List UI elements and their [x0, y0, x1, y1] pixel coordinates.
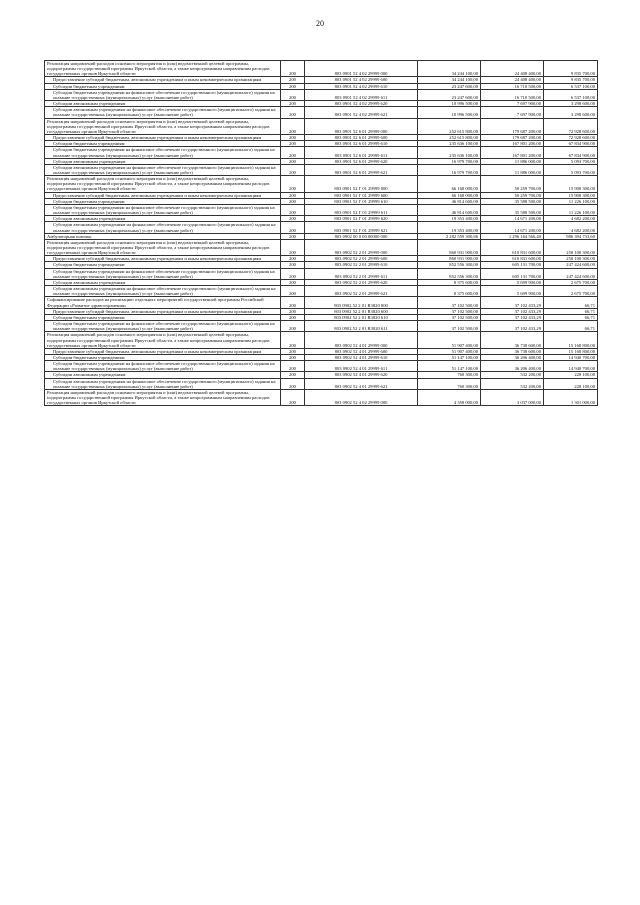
row-unexecuted-amount: 15 908 300,00 — [544, 176, 598, 192]
row-kvr: 200 — [281, 239, 305, 255]
row-budget-code: 803 0902 52 2 01 29999 610 — [305, 262, 418, 268]
row-name: Субсидии бюджетным учреждениям — [45, 141, 281, 147]
row-name: Амбулаторная помощь — [45, 233, 281, 239]
row-approved-amount: 2 282 559 300,86 — [418, 233, 481, 239]
row-executed-amount: 24 408 400,00 — [481, 77, 544, 83]
row-executed-amount: 36 206 400,00 — [481, 354, 544, 360]
row-name: Реализация направлений расходов основного мероприятия и (или) ведомственной целевой программы, подпрограммы государственной программы Иркутской области, а также непрограммным направлениям расходов государственных органов Иркутской области — [45, 389, 281, 405]
row-budget-code: 803 0901 52 4 02 29999 610 — [305, 83, 418, 89]
row-executed-amount: 605 131 700,00 — [481, 262, 544, 268]
row-kvr: 200 — [281, 279, 305, 285]
row-executed-amount: 179 687 200,00 — [481, 118, 544, 134]
row-executed-amount: 167 801 200,00 — [481, 147, 544, 158]
row-name: Реализация направлений расходов основного мероприятия и (или) ведомственной целевой программы, подпрограммы государственной программы Иркутской области, а также непрограммным направлениям расходов государственных органов Иркутской области — [45, 61, 281, 77]
row-approved-amount: 23 247 600,00 — [418, 83, 481, 89]
row-executed-amount: 7 697 900,00 — [481, 101, 544, 107]
row-unexecuted-amount: 67 834 900,00 — [544, 141, 598, 147]
row-unexecuted-amount: 250 100 300,00 — [544, 239, 598, 255]
row-budget-code: 803 0901 52 4 02 29999 611 — [305, 89, 418, 100]
row-executed-amount: 11 886 000,00 — [481, 158, 544, 164]
row-budget-code: 803 0901 52 6 01 29999 600 — [305, 135, 418, 141]
row-name: Субсидии бюджетным учреждениям — [45, 198, 281, 204]
row-unexecuted-amount: 4 682 200,00 — [544, 222, 598, 233]
row-unexecuted-amount: 9 835 700,00 — [544, 77, 598, 83]
row-budget-code: 803 0902 52 4 01 29999 610 — [305, 354, 418, 360]
row-approved-amount: 852 556 300,00 — [418, 268, 481, 279]
row-unexecuted-amount: 5 093 700,00 — [544, 164, 598, 175]
row-approved-amount: 51 907 400,00 — [418, 332, 481, 348]
row-budget-code: 803 0901 52 4 02 29999 000 — [305, 61, 418, 77]
row-executed-amount: 37 102 433,29 — [481, 321, 544, 332]
row-budget-code: 803 0901 52 4 02 29999 620 — [305, 101, 418, 107]
row-unexecuted-amount: 2 675 700,00 — [544, 286, 598, 297]
row-budget-code: 803 0901 52 6 01 29999 000 — [305, 118, 418, 134]
row-kvr: 200 — [281, 378, 305, 389]
row-approved-amount: 16 979 700,00 — [418, 164, 481, 175]
row-unexecuted-amount: 5 093 700,00 — [544, 158, 598, 164]
table-row — [45, 239, 598, 255]
row-unexecuted-amount: 6 537 100,00 — [544, 83, 598, 89]
row-approved-amount: 8 375 600,00 — [418, 286, 481, 297]
row-executed-amount: 16 710 500,00 — [481, 89, 544, 100]
row-name: Субсидии автономным учреждениям — [45, 372, 281, 378]
row-approved-amount: 51 907 400,00 — [418, 348, 481, 354]
row-name: Субсидии автономным учреждениям на финансовое обеспечение государственного (муниципального) задания на оказание государственных (муниципальных) услуг (выполнение работ) — [45, 378, 281, 389]
row-budget-code: 803 0902 52 4 01 29999 621 — [305, 378, 418, 389]
row-name: Предоставление субсидий бюджетным, автономным учреждениям и иным некоммерческим организациям — [45, 192, 281, 198]
row-name: Реализация направлений расходов основного мероприятия и (или) ведомственной целевой программы, подпрограммы государственной программы Иркутской области, а также непрограммным направлениям расходов государственных органов Иркутской области — [45, 118, 281, 134]
row-budget-code: 803 0902 52 2 01 29999 600 — [305, 256, 418, 262]
row-approved-amount: 760 300,00 — [418, 378, 481, 389]
row-kvr: 200 — [281, 164, 305, 175]
row-unexecuted-amount: 14 940 700,00 — [544, 354, 598, 360]
row-unexecuted-amount: 66,71 — [544, 297, 598, 308]
row-name: Субсидии бюджетным учреждениям на финансовое обеспечение государственного (муниципального) задания на оказание государственных (муниципальных) услуг (выполнение работ) — [45, 361, 281, 372]
row-name: Субсидии автономным учреждениям — [45, 158, 281, 164]
table-row — [45, 389, 598, 405]
row-budget-code: 803 0901 52 Г 01 29999 611 — [305, 204, 418, 215]
row-kvr: 200 — [281, 147, 305, 158]
row-executed-amount: 610 831 600,00 — [481, 256, 544, 262]
row-budget-code: 803 0902 52 2 01 R3820 000 — [305, 297, 418, 308]
row-kvr: 200 — [281, 89, 305, 100]
row-approved-amount: 252 615 800,00 — [418, 118, 481, 134]
page-number: 20 — [316, 19, 324, 28]
row-budget-code: 803 0902 52 2 01 29999 000 — [305, 239, 418, 255]
row-name: Субсидии бюджетным учреждениям — [45, 262, 281, 268]
row-kvr: 200 — [281, 233, 305, 239]
row-kvr: 200 — [281, 77, 305, 83]
table-row — [45, 378, 598, 389]
row-approved-amount: 760 300,00 — [418, 372, 481, 378]
row-approved-amount: 860 931 900,00 — [418, 256, 481, 262]
row-approved-amount: 37 102 500,00 — [418, 297, 481, 308]
row-approved-amount: 252 615 800,00 — [418, 135, 481, 141]
row-budget-code: 803 0902 52 2 01 29999 611 — [305, 268, 418, 279]
row-budget-code: 803 0902 52 2 01 R3820 611 — [305, 321, 418, 332]
table-row — [45, 204, 598, 215]
row-budget-code: 803 0901 52 6 01 29999 611 — [305, 147, 418, 158]
row-unexecuted-amount: 67 834 900,00 — [544, 147, 598, 158]
row-unexecuted-amount: 66,71 — [544, 308, 598, 314]
row-unexecuted-amount: 15 908 300,00 — [544, 192, 598, 198]
row-approved-amount: 19 353 400,00 — [418, 216, 481, 222]
row-kvr: 200 — [281, 107, 305, 118]
row-approved-amount: 852 556 300,00 — [418, 262, 481, 268]
row-name: Предоставление субсидий бюджетным, автономным учреждениям и иным некоммерческим организациям — [45, 135, 281, 141]
row-kvr: 200 — [281, 361, 305, 372]
row-executed-amount: 532 200,00 — [481, 378, 544, 389]
row-approved-amount: 51 147 100,00 — [418, 354, 481, 360]
row-kvr: 200 — [281, 268, 305, 279]
table-row — [45, 321, 598, 332]
row-approved-amount: 19 353 400,00 — [418, 222, 481, 233]
row-name: Предоставление субсидий бюджетным, автономным учреждениям и иным некоммерческим организациям — [45, 77, 281, 83]
table-row — [45, 89, 598, 100]
budget-execution-table — [44, 60, 598, 406]
row-unexecuted-amount: 250 100 300,00 — [544, 256, 598, 262]
row-budget-code: 803 0901 52 Г 01 29999 610 — [305, 198, 418, 204]
row-unexecuted-amount: 6 537 100,00 — [544, 89, 598, 100]
row-name: Предоставление субсидий бюджетным, автономным учреждениям и иным некоммерческим организациям — [45, 348, 281, 354]
row-budget-code: 803 0902 52 4 01 29999 600 — [305, 348, 418, 354]
row-approved-amount: 10 996 500,00 — [418, 107, 481, 118]
row-executed-amount: 36 206 400,00 — [481, 361, 544, 372]
row-budget-code: 803 0901 52 Г 01 29999 000 — [305, 176, 418, 192]
table-row — [45, 361, 598, 372]
row-budget-code: 803 0902 52 4 01 29999 620 — [305, 372, 418, 378]
row-name: Предоставление субсидий бюджетным, автономным учреждениям и иным некоммерческим организациям — [45, 308, 281, 314]
row-unexecuted-amount: 9 835 700,00 — [544, 61, 598, 77]
row-approved-amount: 66 168 000,00 — [418, 192, 481, 198]
row-approved-amount: 235 636 100,00 — [418, 147, 481, 158]
row-budget-code: 803 0901 52 6 01 29999 621 — [305, 164, 418, 175]
row-kvr: 200 — [281, 354, 305, 360]
table-body — [45, 61, 598, 406]
row-name: Субсидии бюджетным учреждениям на финансовое обеспечение государственного (муниципального) задания на оказание государственных (муниципальных) услуг (выполнение работ) — [45, 89, 281, 100]
row-kvr: 200 — [281, 158, 305, 164]
row-executed-amount: 36 738 600,00 — [481, 348, 544, 354]
row-name: Субсидии автономным учреждениям на финансовое обеспечение государственного (муниципального) задания на оказание государственных (муниципальных) услуг (выполнение работ) — [45, 286, 281, 297]
row-executed-amount: 35 588 500,00 — [481, 204, 544, 215]
row-approved-amount: 46 814 600,00 — [418, 198, 481, 204]
row-name: Субсидии автономным учреждениям на финансовое обеспечение государственного (муниципального) задания на оказание государственных (муниципальных) услуг (выполнение работ) — [45, 107, 281, 118]
row-executed-amount: 16 710 500,00 — [481, 83, 544, 89]
table-row — [45, 147, 598, 158]
row-kvr: 200 — [281, 308, 305, 314]
row-kvr: 200 — [281, 198, 305, 204]
row-kvr: 200 — [281, 118, 305, 134]
row-kvr: 200 — [281, 83, 305, 89]
row-unexecuted-amount: 247 424 600,00 — [544, 268, 598, 279]
row-name: Субсидии автономным учреждениям — [45, 101, 281, 107]
row-unexecuted-amount: 66,71 — [544, 314, 598, 320]
row-unexecuted-amount: 72 928 600,00 — [544, 118, 598, 134]
row-unexecuted-amount: 72 928 600,00 — [544, 135, 598, 141]
row-approved-amount: 34 244 100,00 — [418, 61, 481, 77]
row-unexecuted-amount: 3 298 600,00 — [544, 107, 598, 118]
row-executed-amount: 35 588 500,00 — [481, 198, 544, 204]
row-kvr: 200 — [281, 286, 305, 297]
row-unexecuted-amount: 1 301 000,00 — [544, 389, 598, 405]
row-budget-code: 803 0902 52 2 01 29999 621 — [305, 286, 418, 297]
row-kvr: 200 — [281, 141, 305, 147]
row-unexecuted-amount: 228 100,00 — [544, 372, 598, 378]
table-row — [45, 297, 598, 308]
row-budget-code: 803 0901 52 Г 01 29999 600 — [305, 192, 418, 198]
row-unexecuted-amount: 986 394 733,60 — [544, 233, 598, 239]
row-approved-amount: 235 636 100,00 — [418, 141, 481, 147]
row-name: Субсидии бюджетным учреждениям на финансовое обеспечение государственного (муниципального) задания на оказание государственных (муниципальных) услуг (выполнение работ) — [45, 268, 281, 279]
row-executed-amount: 11 886 000,00 — [481, 164, 544, 175]
row-kvr: 200 — [281, 262, 305, 268]
row-name: Реализация направлений расходов основного мероприятия и (или) ведомственной целевой программы, подпрограммы государственной программы Иркутской области, а также непрограммным направлениям расходов государственных органов Иркутской области — [45, 239, 281, 255]
row-budget-code: 803 0902 52 2 01 29999 620 — [305, 279, 418, 285]
row-name: Субсидии бюджетным учреждениям на финансовое обеспечение государственного (муниципального) задания на оказание государственных (муниципальных) услуг (выполнение работ) — [45, 147, 281, 158]
table-row — [45, 118, 598, 134]
row-approved-amount: 23 247 600,00 — [418, 89, 481, 100]
row-executed-amount: 14 671 200,00 — [481, 222, 544, 233]
table-row — [45, 332, 598, 348]
table-row — [45, 268, 598, 279]
row-budget-code: 803 0902 52 2 01 R3820 610 — [305, 314, 418, 320]
row-executed-amount: 5 699 900,00 — [481, 286, 544, 297]
row-unexecuted-amount: 4 682 200,00 — [544, 216, 598, 222]
row-kvr: 200 — [281, 332, 305, 348]
row-kvr: 200 — [281, 297, 305, 308]
row-budget-code: 803 0901 52 Г 01 29999 620 — [305, 216, 418, 222]
row-name: Реализация направлений расходов основного мероприятия и (или) ведомственной целевой программы, подпрограммы государственной программы Иркутской области, а также непрограммным направлениям расходов государственных органов Иркутской области — [45, 332, 281, 348]
row-approved-amount: 37 102 500,00 — [418, 308, 481, 314]
row-budget-code: 803 0902 52 4 02 29999 000 — [305, 389, 418, 405]
table-row — [45, 164, 598, 175]
row-executed-amount: 605 131 700,00 — [481, 268, 544, 279]
row-kvr: 200 — [281, 135, 305, 141]
row-name: Софинансирование расходов на реализацию отдельных мероприятий государственной программы Российской Федерации «Развитие здравоохранения» — [45, 297, 281, 308]
row-unexecuted-amount: 247 424 600,00 — [544, 262, 598, 268]
row-approved-amount: 860 931 900,00 — [418, 239, 481, 255]
table-row — [45, 286, 598, 297]
row-kvr: 200 — [281, 222, 305, 233]
row-executed-amount: 50 259 700,00 — [481, 192, 544, 198]
row-name: Реализация направлений расходов основного мероприятия и (или) ведомственной целевой программы, подпрограммы государственной программы Иркутской области, а также непрограммным направлениям расходов государственных органов Иркутской области — [45, 176, 281, 192]
row-budget-code: 803 0901 52 6 01 29999 610 — [305, 141, 418, 147]
row-name: Субсидии бюджетным учреждениям — [45, 83, 281, 89]
row-approved-amount: 51 147 100,00 — [418, 361, 481, 372]
row-approved-amount: 46 814 600,00 — [418, 204, 481, 215]
row-unexecuted-amount: 3 298 600,00 — [544, 101, 598, 107]
row-name: Субсидии бюджетным учреждениям на финансовое обеспечение государственного (муниципального) задания на оказание государственных (муниципальных) услуг (выполнение работ) — [45, 204, 281, 215]
row-name: Субсидии автономным учреждениям на финансовое обеспечение государственного (муниципального) задания на оказание государственных (муниципальных) услуг (выполнение работ) — [45, 222, 281, 233]
row-kvr: 200 — [281, 348, 305, 354]
row-approved-amount: 37 102 500,00 — [418, 314, 481, 320]
table-row — [45, 222, 598, 233]
row-executed-amount: 36 738 600,00 — [481, 332, 544, 348]
row-executed-amount: 532 200,00 — [481, 372, 544, 378]
row-executed-amount: 5 699 900,00 — [481, 279, 544, 285]
table-row — [45, 107, 598, 118]
row-executed-amount: 24 408 400,00 — [481, 61, 544, 77]
row-kvr: 200 — [281, 314, 305, 320]
row-executed-amount: 167 801 200,00 — [481, 141, 544, 147]
row-executed-amount: 37 102 433,29 — [481, 308, 544, 314]
row-budget-code: 803 0902 52 4 01 29999 611 — [305, 361, 418, 372]
row-budget-code: 803 0902 52 4 01 29999 000 — [305, 332, 418, 348]
row-budget-code: 803 0902 52 2 01 R3820 600 — [305, 308, 418, 314]
row-approved-amount: 8 375 600,00 — [418, 279, 481, 285]
row-approved-amount: 37 102 500,00 — [418, 321, 481, 332]
row-kvr: 200 — [281, 61, 305, 77]
row-kvr: 200 — [281, 204, 305, 215]
row-unexecuted-amount: 15 168 800,00 — [544, 348, 598, 354]
row-approved-amount: 16 979 700,00 — [418, 158, 481, 164]
row-executed-amount: 37 102 433,29 — [481, 314, 544, 320]
row-approved-amount: 34 244 100,00 — [418, 77, 481, 83]
row-name: Субсидии автономным учреждениям на финансовое обеспечение государственного (муниципального) задания на оказание государственных (муниципальных) услуг (выполнение работ) — [45, 164, 281, 175]
row-kvr: 200 — [281, 176, 305, 192]
row-budget-code: 803 0901 52 Г 01 29999 621 — [305, 222, 418, 233]
row-name: Субсидии бюджетным учреждениям — [45, 314, 281, 320]
row-kvr: 200 — [281, 192, 305, 198]
row-approved-amount: 66 168 000,00 — [418, 176, 481, 192]
row-unexecuted-amount: 15 168 800,00 — [544, 332, 598, 348]
row-executed-amount: 7 697 900,00 — [481, 107, 544, 118]
row-executed-amount: 610 831 600,00 — [481, 239, 544, 255]
row-kvr: 200 — [281, 389, 305, 405]
table-row — [45, 176, 598, 192]
row-budget-code: 803 0902 00 0 00 00000 000 — [305, 233, 418, 239]
row-executed-amount: 50 259 700,00 — [481, 176, 544, 192]
row-executed-amount: 179 687 200,00 — [481, 135, 544, 141]
row-budget-code: 803 0901 52 6 01 29999 620 — [305, 158, 418, 164]
row-kvr: 200 — [281, 372, 305, 378]
row-name: Субсидии автономным учреждениям — [45, 279, 281, 285]
row-unexecuted-amount: 11 226 100,00 — [544, 204, 598, 215]
row-name: Субсидии автономным учреждениям — [45, 216, 281, 222]
row-budget-code: 803 0901 52 4 02 29999 621 — [305, 107, 418, 118]
row-unexecuted-amount: 11 226 100,00 — [544, 198, 598, 204]
row-approved-amount: 4 358 000,00 — [418, 389, 481, 405]
row-executed-amount: 3 037 000,00 — [481, 389, 544, 405]
row-name: Субсидии бюджетным учреждениям — [45, 354, 281, 360]
row-kvr: 200 — [281, 101, 305, 107]
row-name: Предоставление субсидий бюджетным, автономным учреждениям и иным некоммерческим организациям — [45, 256, 281, 262]
row-name: Субсидии бюджетным учреждениям на финансовое обеспечение государственного (муниципального) задания на оказание государственных (муниципальных) услуг (выполнение работ) — [45, 321, 281, 332]
row-executed-amount: 14 671 200,00 — [481, 216, 544, 222]
row-unexecuted-amount: 14 940 700,00 — [544, 361, 598, 372]
row-kvr: 200 — [281, 216, 305, 222]
table-row — [45, 61, 598, 77]
row-unexecuted-amount: 2 675 700,00 — [544, 279, 598, 285]
row-executed-amount: 1 296 164 566,40 — [481, 233, 544, 239]
row-executed-amount: 37 102 433,29 — [481, 297, 544, 308]
row-approved-amount: 10 996 500,00 — [418, 101, 481, 107]
row-kvr: 200 — [281, 256, 305, 262]
row-unexecuted-amount: 66,71 — [544, 321, 598, 332]
row-kvr: 200 — [281, 321, 305, 332]
row-unexecuted-amount: 228 100,00 — [544, 378, 598, 389]
row-budget-code: 803 0901 52 4 02 29999 600 — [305, 77, 418, 83]
